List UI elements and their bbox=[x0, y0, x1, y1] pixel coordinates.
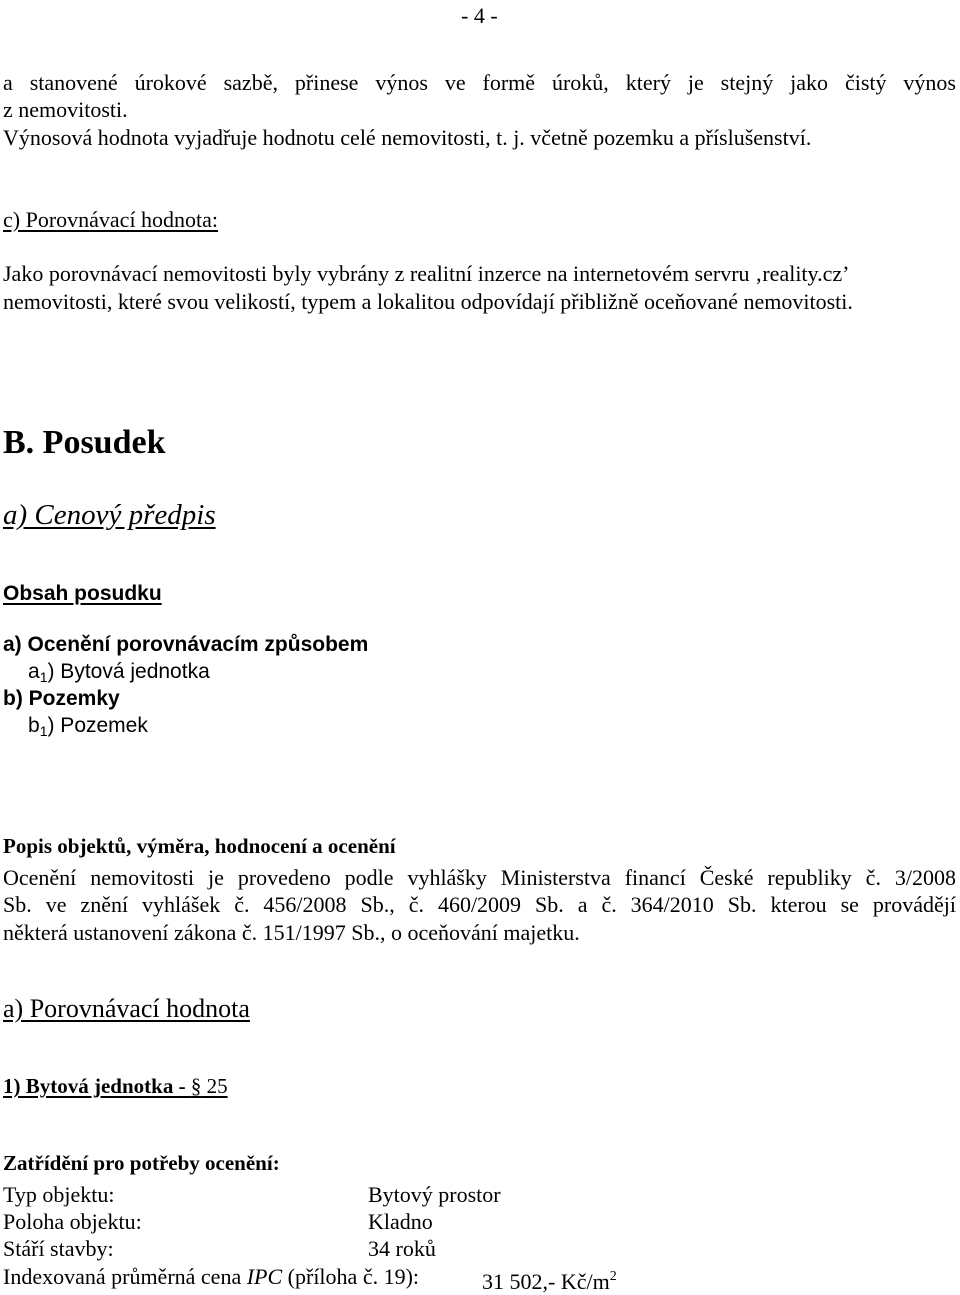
classification-label-age: Stáří stavby: bbox=[3, 1236, 114, 1261]
contents-heading: Obsah posudku bbox=[3, 582, 162, 605]
contents-item-a1-subscript: 1 bbox=[39, 669, 48, 685]
description-line-2: Sb. ve znění vyhlášek č. 456/2008 Sb., č. 460/2009 Sb. a č. 364/2010 Sb. kterou se provádějí bbox=[3, 892, 956, 917]
classification-value-location: Kladno bbox=[368, 1209, 433, 1234]
price-label-before: Indexovaná průměrná cena bbox=[3, 1264, 247, 1289]
classification-value-age: 34 roků bbox=[368, 1236, 436, 1261]
contents-item-b1-subscript: 1 bbox=[39, 723, 48, 739]
section-c-line-1: Jako porovnávací nemovitosti byly vybrány z realitní inzerce na internetovém servru ‚reality.cz’ bbox=[3, 261, 850, 286]
price-value-amount: 31 502,- Kč/m bbox=[482, 1269, 610, 1294]
valuation-heading: a) Porovnávací hodnota bbox=[3, 994, 250, 1023]
price-label bbox=[3, 1263, 419, 1290]
unit-heading-prefix: 1) Bytová jednotka - bbox=[3, 1074, 191, 1098]
contents-item-a1-letter: a bbox=[28, 660, 40, 683]
posudek-subtitle: a) Cenový předpis bbox=[3, 499, 216, 531]
contents-item-b1-text: ) Pozemek bbox=[47, 714, 148, 737]
contents-item-b1-letter: b bbox=[28, 714, 40, 737]
intro-line-2: z nemovitosti. bbox=[3, 97, 128, 122]
unit-heading-number: 25 bbox=[201, 1074, 228, 1098]
description-line-3: některá ustanovení zákona č. 151/1997 Sb., o oceňování majetku. bbox=[3, 920, 580, 945]
description-line-1: Ocenění nemovitosti je provedeno podle vyhlášky Ministerstva financí České republiky č. 3/2008 bbox=[3, 865, 956, 890]
classification-heading: Zatřídění pro potřeby ocenění: bbox=[3, 1151, 280, 1175]
section-c-heading: c) Porovnávací hodnota: bbox=[3, 207, 219, 232]
section-sign-symbol: § bbox=[190, 1074, 202, 1098]
price-value-unit-superscript: 2 bbox=[609, 1269, 617, 1284]
unit-heading bbox=[3, 1073, 228, 1100]
price-label-after: (příloha č. 19): bbox=[282, 1264, 420, 1289]
description-heading: Popis objektů, výměra, hodnocení a ocenění bbox=[3, 834, 396, 858]
classification-label-location: Poloha objektu: bbox=[3, 1209, 142, 1234]
contents-item-a1-text: ) Bytová jednotka bbox=[47, 660, 210, 683]
intro-line-1: a stanovené úrokové sazbě, přinese výnos ve formě úroků, který je stejný jako čistý výnos bbox=[3, 70, 956, 95]
contents-item-b: b) Pozemky bbox=[3, 687, 120, 710]
contents-item-b1 bbox=[28, 712, 148, 745]
price-label-ipc: IPC bbox=[246, 1264, 283, 1289]
classification-label-type: Typ objektu: bbox=[3, 1182, 115, 1207]
classification-value-type: Bytový prostor bbox=[368, 1182, 501, 1207]
page-number: - 4 - bbox=[461, 3, 498, 28]
section-c-line-2: nemovitosti, které svou velikostí, typem a lokalitou odpovídají přibližně oceňované nemovitosti. bbox=[3, 289, 853, 314]
intro-line-3: Výnosová hodnota vyjadřuje hodnotu celé nemovitosti, t. j. včetně pozemku a příslušenství. bbox=[3, 125, 812, 150]
posudek-title: B. Posudek bbox=[3, 424, 166, 461]
price-value bbox=[482, 1263, 617, 1295]
contents-item-a: a) Ocenění porovnávacím způsobem bbox=[3, 633, 369, 656]
